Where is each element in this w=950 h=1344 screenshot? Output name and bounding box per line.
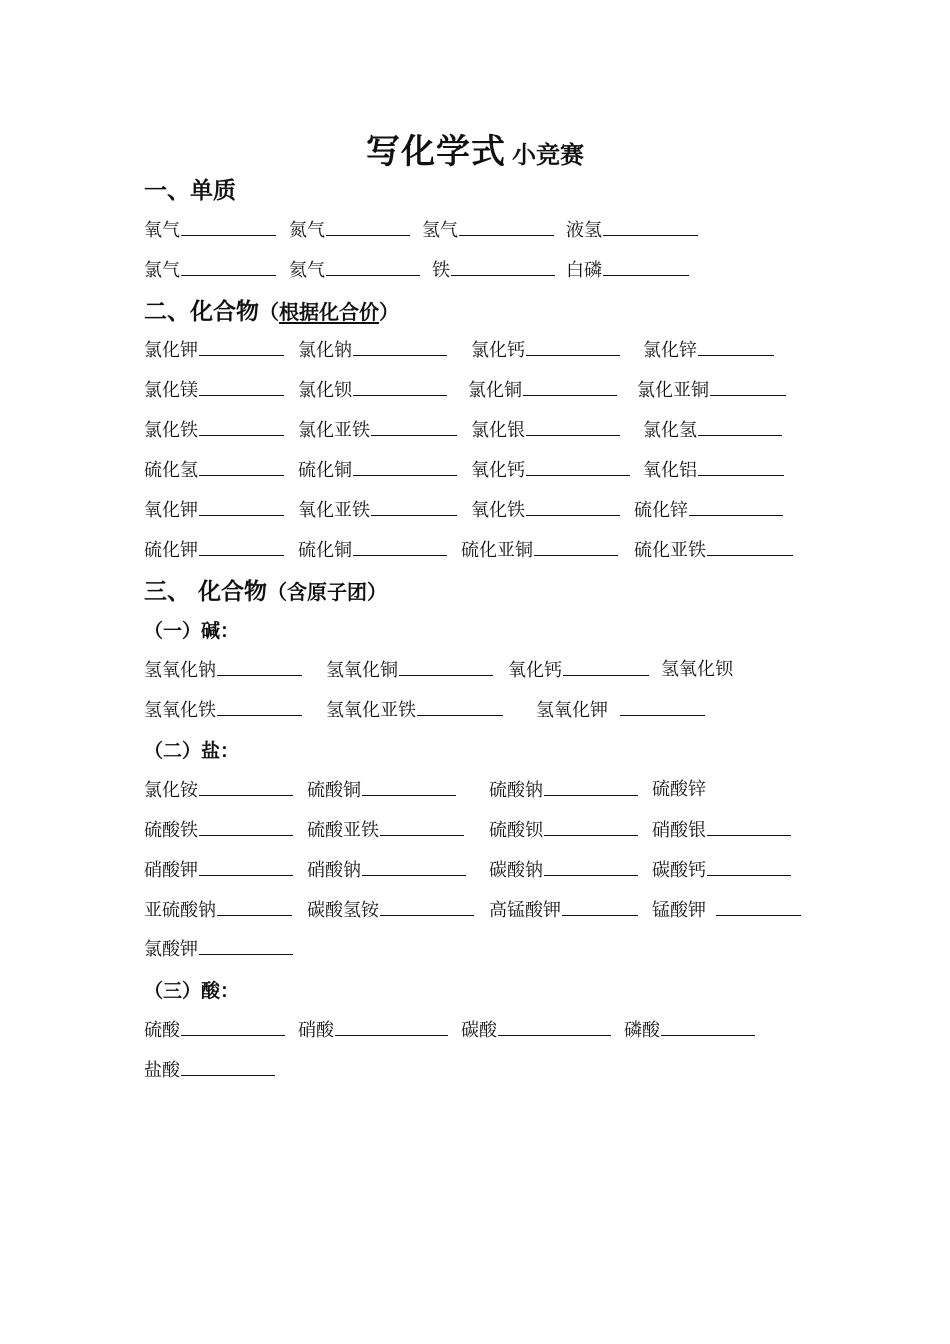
answer-blank[interactable]: [181, 257, 276, 276]
item-label: 氢氧化铁: [144, 700, 216, 721]
item-label: 氯化钡: [298, 380, 352, 401]
formula-item: [298, 377, 447, 404]
worksheet-row: [0, 777, 950, 805]
formula-item: [144, 497, 284, 524]
formula-item: [144, 457, 284, 484]
formula-item: [144, 897, 292, 924]
answer-blank[interactable]: [199, 377, 284, 396]
formula-item: [144, 857, 293, 884]
item-label: 氧化铝: [643, 460, 697, 481]
answer-blank[interactable]: [689, 497, 783, 516]
formula-item: [461, 537, 618, 564]
formula-item: [307, 817, 464, 844]
worksheet-row: [0, 857, 950, 885]
answer-blank[interactable]: [181, 1017, 285, 1036]
answer-blank[interactable]: [199, 857, 293, 876]
formula-item: [144, 377, 284, 404]
section-note: （含原子团）: [267, 580, 388, 604]
formula-item: [643, 417, 782, 444]
item-label: 氯化银: [471, 420, 525, 441]
formula-item: [489, 777, 638, 804]
worksheet-row: [0, 897, 950, 925]
answer-blank[interactable]: [716, 897, 801, 916]
formula-item: [634, 537, 793, 564]
item-label: 氯化钙: [471, 340, 525, 361]
item-label: 硫化钾: [144, 540, 198, 561]
item-label: 硫化铜: [298, 540, 352, 561]
item-label: 氢氧化钾: [536, 700, 608, 721]
answer-blank[interactable]: [603, 257, 689, 276]
formula-item: [471, 417, 620, 444]
answer-blank[interactable]: [181, 217, 276, 236]
answer-blank[interactable]: [498, 1017, 611, 1036]
answer-blank[interactable]: [698, 457, 784, 476]
worksheet-row: [0, 337, 950, 365]
item-label: 氢氧化钠: [144, 660, 216, 681]
formula-item: [489, 897, 638, 924]
item-label: 硫酸钡: [489, 820, 543, 841]
answer-blank[interactable]: [523, 377, 617, 396]
answer-blank[interactable]: [380, 897, 474, 916]
item-label: 硫化锌: [634, 500, 688, 521]
answer-blank[interactable]: [526, 457, 630, 476]
worksheet-row: [0, 457, 950, 485]
item-label: 硫化氢: [144, 460, 198, 481]
section-heading-text: 二、化合物: [144, 298, 259, 325]
answer-blank[interactable]: [217, 897, 292, 916]
item-label: 氧气: [144, 220, 180, 241]
answer-blank[interactable]: [362, 777, 456, 796]
answer-blank[interactable]: [199, 936, 293, 955]
formula-item: [643, 337, 774, 364]
answer-blank[interactable]: [451, 257, 555, 276]
formula-item: [298, 537, 447, 564]
item-label: 硝酸钠: [307, 860, 361, 881]
formula-item: [471, 497, 620, 524]
formula-item: [144, 777, 293, 804]
answer-blank[interactable]: [544, 817, 638, 836]
formula-item: [624, 1017, 755, 1044]
answer-blank[interactable]: [362, 857, 466, 876]
answer-blank[interactable]: [620, 697, 705, 716]
title-sub: 小竞赛: [512, 140, 584, 169]
item-label: 硝酸: [298, 1020, 334, 1041]
formula-item: [652, 777, 706, 803]
section-note: [259, 300, 399, 324]
item-label: 氢氧化亚铁: [326, 700, 416, 721]
formula-item: [144, 817, 293, 844]
item-label: 氯化铵: [144, 780, 198, 801]
section-heading-compounds: [144, 293, 399, 326]
item-label: 氧化钙: [508, 660, 562, 681]
formula-item: [307, 857, 466, 884]
note-open: （: [259, 300, 279, 324]
item-label: 氯化亚铁: [298, 420, 370, 441]
subheading-salts: （二）盐：: [144, 740, 240, 762]
formula-item: [422, 217, 554, 244]
answer-blank[interactable]: [326, 217, 410, 236]
formula-item: [637, 377, 786, 404]
note-close: ）: [379, 300, 399, 324]
section-heading-elements: 一、单质: [144, 177, 236, 204]
answer-blank[interactable]: [199, 417, 284, 436]
answer-blank[interactable]: [563, 657, 649, 676]
item-label: 硫酸亚铁: [307, 820, 379, 841]
formula-item: [144, 257, 276, 284]
formula-item: [144, 337, 284, 364]
item-label: 氯酸钾: [144, 939, 198, 960]
formula-item: [432, 257, 555, 284]
item-label: 氧化亚铁: [298, 500, 370, 521]
formula-item: [144, 936, 293, 963]
formula-item: [471, 337, 620, 364]
item-label: 磷酸: [624, 1020, 660, 1041]
answer-blank[interactable]: [544, 857, 638, 876]
answer-blank[interactable]: [199, 777, 293, 796]
item-label: 硫酸铜: [307, 780, 361, 801]
answer-blank[interactable]: [459, 217, 554, 236]
page-title: [0, 124, 950, 173]
item-label: 硫酸: [144, 1020, 180, 1041]
item-label: 液氢: [566, 220, 602, 241]
answer-blank[interactable]: [353, 537, 447, 556]
answer-blank[interactable]: [710, 377, 786, 396]
answer-blank[interactable]: [199, 817, 293, 836]
item-label: 硫酸锌: [652, 779, 706, 800]
worksheet-row: [0, 657, 950, 685]
formula-item: [298, 457, 457, 484]
formula-item: [643, 457, 784, 484]
answer-blank[interactable]: [707, 537, 793, 556]
worksheet-row: [0, 1057, 950, 1085]
answer-blank[interactable]: [380, 817, 464, 836]
item-label: 硫酸钠: [489, 780, 543, 801]
answer-blank[interactable]: [353, 377, 447, 396]
formula-item: [326, 657, 493, 684]
answer-blank[interactable]: [371, 417, 457, 436]
answer-blank[interactable]: [217, 657, 302, 676]
formula-item: [307, 897, 474, 924]
formula-item: [144, 537, 284, 564]
item-label: 氧化钾: [144, 500, 198, 521]
answer-blank[interactable]: [707, 817, 791, 836]
item-label: 铁: [432, 260, 450, 281]
answer-blank[interactable]: [371, 497, 457, 516]
item-label: 硝酸银: [652, 820, 706, 841]
formula-item: [144, 1017, 285, 1044]
worksheet-row: [0, 1017, 950, 1045]
formula-item: [652, 897, 801, 924]
section-heading-radical-compounds: [144, 573, 387, 606]
formula-item: [298, 417, 457, 444]
answer-blank[interactable]: [399, 657, 493, 676]
formula-item: [652, 817, 791, 844]
worksheet-row: [0, 377, 950, 405]
item-label: 氯化氢: [643, 420, 697, 441]
answer-blank[interactable]: [335, 1017, 448, 1036]
answer-blank[interactable]: [353, 457, 457, 476]
worksheet-row: [0, 936, 950, 964]
item-label: 氯化铁: [144, 420, 198, 441]
item-label: 硫化亚铜: [461, 540, 533, 561]
answer-blank[interactable]: [707, 857, 791, 876]
formula-item: [661, 657, 733, 683]
item-label: 氯化亚铜: [637, 380, 709, 401]
formula-item: [289, 257, 420, 284]
answer-blank[interactable]: [698, 417, 782, 436]
formula-item: [489, 817, 638, 844]
formula-item: [566, 217, 698, 244]
section-heading-text: 三、 化合物: [144, 578, 268, 605]
worksheet-row: [0, 217, 950, 245]
subheading-bases: （一）碱：: [144, 620, 240, 642]
formula-item: [634, 497, 783, 524]
item-label: 碳酸氢铵: [307, 900, 379, 921]
worksheet-row: [0, 417, 950, 445]
answer-blank[interactable]: [353, 337, 447, 356]
formula-item: [566, 257, 689, 284]
formula-item: [508, 657, 649, 684]
item-label: 氧化铁: [471, 500, 525, 521]
formula-item: [298, 337, 447, 364]
item-label: 硫化铜: [298, 460, 352, 481]
item-label: 硝酸钾: [144, 860, 198, 881]
formula-item: [144, 217, 276, 244]
item-label: 亚硫酸钠: [144, 900, 216, 921]
item-label: 碳酸钠: [489, 860, 543, 881]
answer-blank[interactable]: [217, 697, 302, 716]
answer-blank[interactable]: [326, 257, 420, 276]
item-label: 高锰酸钾: [489, 900, 561, 921]
answer-blank[interactable]: [526, 417, 620, 436]
answer-blank[interactable]: [698, 337, 774, 356]
formula-item: [144, 657, 302, 684]
worksheet-row: [0, 537, 950, 565]
item-label: 氯化锌: [643, 340, 697, 361]
item-label: 氯化铜: [468, 380, 522, 401]
item-label: 氯化钾: [144, 340, 198, 361]
formula-item: [298, 497, 457, 524]
item-label: 碳酸: [461, 1020, 497, 1041]
formula-item: [652, 857, 791, 884]
item-label: 氯气: [144, 260, 180, 281]
answer-blank[interactable]: [526, 497, 620, 516]
item-label: 氢气: [422, 220, 458, 241]
subheading-acids: （三）酸：: [144, 980, 240, 1002]
item-label: 氢氧化铜: [326, 660, 398, 681]
item-label: 氢氧化钡: [661, 659, 733, 680]
title-main: 写化学式: [366, 132, 506, 172]
item-label: 白磷: [566, 260, 602, 281]
worksheet-row: [0, 817, 950, 845]
formula-item: [144, 417, 284, 444]
item-label: 氦气: [289, 260, 325, 281]
formula-item: [536, 697, 705, 724]
answer-blank[interactable]: [199, 497, 284, 516]
formula-item: [298, 1017, 448, 1044]
item-label: 氯化镁: [144, 380, 198, 401]
formula-item: [461, 1017, 611, 1044]
formula-item: [489, 857, 638, 884]
answer-blank[interactable]: [661, 1017, 755, 1036]
answer-blank[interactable]: [526, 337, 620, 356]
formula-item: [468, 377, 617, 404]
answer-blank[interactable]: [199, 537, 284, 556]
answer-blank[interactable]: [181, 1057, 275, 1076]
item-label: 盐酸: [144, 1060, 180, 1081]
formula-item: [471, 457, 630, 484]
formula-item: [144, 1057, 275, 1084]
answer-blank[interactable]: [603, 217, 698, 236]
item-label: 氮气: [289, 220, 325, 241]
item-label: 氧化钙: [471, 460, 525, 481]
answer-blank[interactable]: [534, 537, 618, 556]
item-label: 碳酸钙: [652, 860, 706, 881]
formula-item: [144, 697, 302, 724]
worksheet-row: [0, 257, 950, 285]
item-label: 氯化钠: [298, 340, 352, 361]
answer-blank[interactable]: [417, 697, 503, 716]
worksheet-row: [0, 497, 950, 525]
formula-item: [307, 777, 456, 804]
answer-blank[interactable]: [544, 777, 638, 796]
note-underlined: 根据化合价: [279, 300, 379, 324]
item-label: 硫酸铁: [144, 820, 198, 841]
item-label: 硫化亚铁: [634, 540, 706, 561]
worksheet-row: [0, 697, 950, 725]
item-label: 锰酸钾: [652, 900, 706, 921]
formula-item: [326, 697, 503, 724]
answer-blank[interactable]: [199, 337, 284, 356]
answer-blank[interactable]: [562, 897, 638, 916]
answer-blank[interactable]: [199, 457, 284, 476]
formula-item: [289, 217, 410, 244]
